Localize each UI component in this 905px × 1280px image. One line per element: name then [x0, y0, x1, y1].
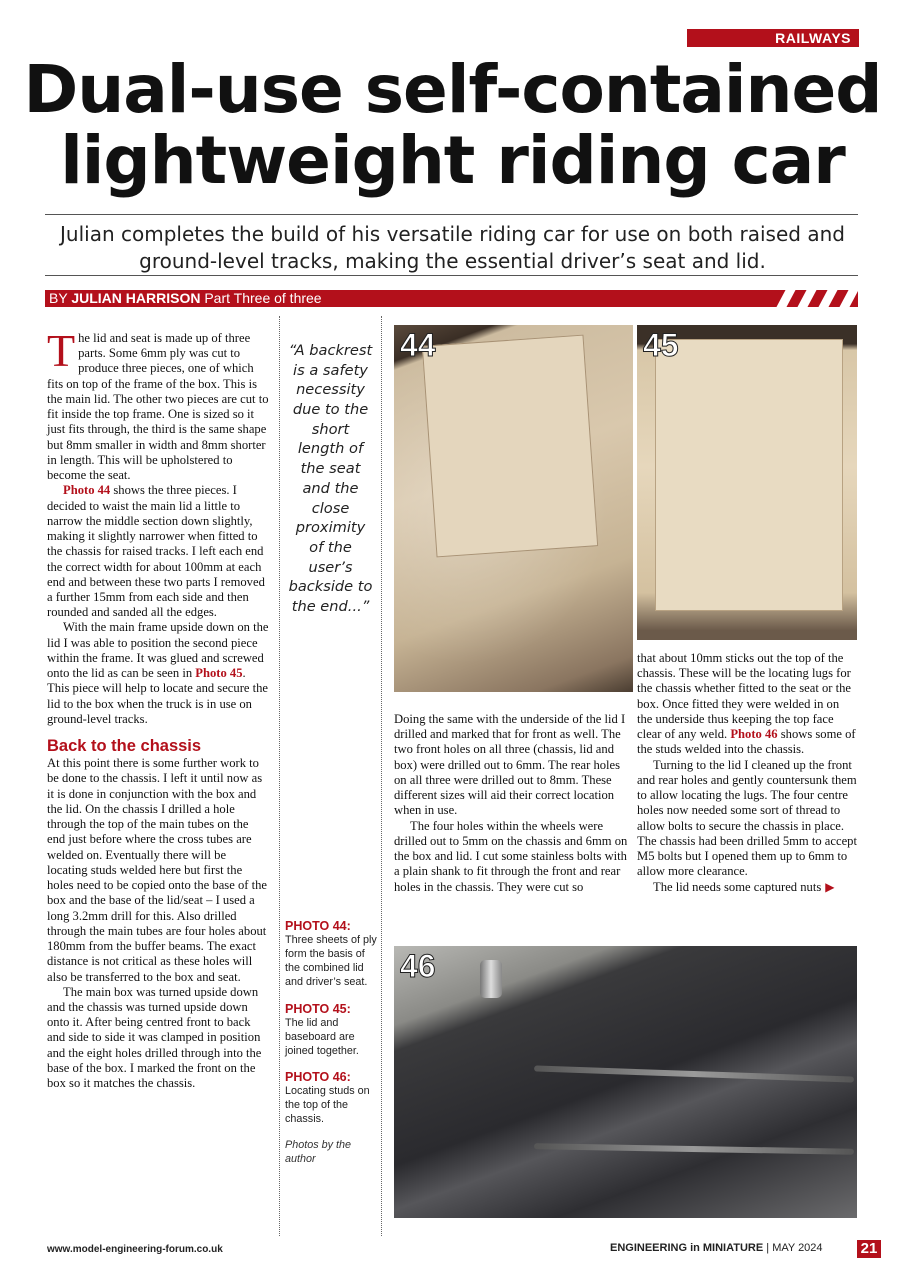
paragraph: The lid needs some captured nuts ▶	[653, 879, 835, 894]
caption-text: Locating studs on the top of the chassis.	[285, 1085, 370, 1126]
article-column-3	[394, 712, 634, 895]
weld-seam	[534, 1143, 854, 1155]
standfirst: Julian completes the build of his versatile riding car for use on both raised and ground-level tracks, making the essential driver’s seat and lid.	[60, 222, 845, 273]
ply-sheet	[422, 335, 598, 558]
top-rule	[45, 214, 858, 215]
magazine-name: ENGINEERING in MINIATURE	[610, 1242, 764, 1254]
slash-decoration	[770, 290, 854, 307]
paragraph: Photo 44 shows the three pieces. I decided to waist the main lid a little to narrow the middle section down slightly, making it slightly narrower when fitted to the chassis for raised tracks. I left each end the correct width for about 100mm at each end and between these two parts I removed a further 15mm from each side and then rounded and sanded all the edges.	[47, 483, 265, 620]
caption-head: PHOTO 46:	[285, 1069, 351, 1084]
photo-46	[394, 946, 857, 1218]
continue-arrow-icon: ▶	[825, 879, 835, 894]
paragraph: At this point there is some further work to be done to the chassis. I left it until now as it is done in conjunction with the box and the lid. On the chassis I drilled a hole through the top of the main tubes on the end just before where the cross tubes are welded on. Eventually there will be locating studs welded here but first the holes need to be copied onto the base of the box and the base of the lid/seat – I used a long 3.2mm drill for this. Also drilled through the main tubes are four holes about 180mm from the buffer beams. The exact distance is not critical as these holes will also be transferred to the box and seat.	[47, 756, 267, 984]
locating-stud	[480, 960, 502, 998]
photo-number: 46	[400, 948, 436, 984]
section-tag: RAILWAYS	[687, 29, 859, 47]
paragraph: The lid and seat is made up of three parts. Some 6mm ply was cut to produce three pieces, one of which fits on top of the frame of the box. This is the main lid. The other two pieces are cut to fit inside the top frame. One is sized so it just fits through, the third is the same shape but 8mm smaller in width and 8mm shorter in length. This will be upholstered to become the seat.	[47, 325, 269, 483]
photo-number: 45	[643, 327, 679, 363]
paragraph: The main box was turned upside down and the chassis was turned upside down onto it. After being centred front to back and side to side it was clamped in position and the eight holes drilled through into the base of the box. I marked the front on the box so it matches the chassis.	[47, 984, 262, 1091]
paragraph: that about 10mm sticks out the top of the chassis. These will be the locating lugs for the chassis whether fitted to the seat or the box. Once fitted they were welded in on the underside thus keeping the top face clear of any weld. Photo 46 shows some of the studs welded into the chassis.	[637, 651, 856, 757]
column-divider	[381, 316, 382, 1236]
column-divider	[279, 316, 280, 1236]
footer-magazine	[610, 1242, 823, 1254]
photo-45-ref: Photo 45	[195, 666, 243, 681]
photo-45	[637, 325, 857, 640]
photo-credit: Photos by the author	[285, 1139, 352, 1166]
caption-text: Three sheets of ply form the basis of the combined lid and driver’s seat.	[285, 934, 377, 989]
paragraph: Turning to the lid I cleaned up the front and rear holes and gently countersunk them to allow locating the lugs. The four centre holes now needed some sort of thread to allow bolts to secure the chassis in place. The chassis had been drilled 5mm to accept M5 bolts but I opened them up to 6mm to allow more clearance.	[637, 757, 857, 879]
pull-quote: “A backrest is a safety necessity due to the short length of the seat and the close proximity of the user’s backside to the end...”	[288, 342, 373, 615]
page-number: 21	[857, 1240, 881, 1258]
article-column-1	[47, 325, 269, 1091]
paragraph: With the main frame upside down on the lid I was able to position the second piece within the frame. It was glued and screwed onto the lid as can be seen in Photo 45. This piece will help to locate and secure the lid to the box when the truck is in use on ground-level tracks.	[47, 620, 269, 726]
headline: Dual-use self-contained lightweight riding car	[23, 51, 882, 200]
byline-bar	[45, 290, 858, 307]
weld-seam	[534, 1065, 854, 1082]
subheading: Back to the chassis	[47, 737, 202, 756]
photo-44	[394, 325, 633, 692]
photo-46-ref: Photo 46	[730, 727, 778, 742]
ply-board	[655, 339, 843, 611]
byline-part: Part Three of three	[204, 290, 322, 306]
caption-head: PHOTO 45:	[285, 1001, 351, 1016]
bottom-rule	[45, 275, 858, 276]
caption-head: PHOTO 44:	[285, 919, 351, 933]
caption-text: The lid and baseboard are joined together.	[285, 1016, 359, 1057]
photo-44-ref: Photo 44	[63, 483, 111, 498]
photo-number: 44	[400, 327, 436, 363]
byline-author: JULIAN HARRISON	[71, 290, 201, 306]
drop-cap: T	[47, 325, 76, 376]
paragraph: Doing the same with the underside of the lid I drilled and marked that for front as well. The two front holes on all three (chassis, lid and box) were drilled out to 6mm. The rear holes on all three were drilled out to 8mm. These different sizes will aid their correct location when in use.	[394, 712, 626, 818]
article-column-4	[637, 651, 857, 895]
photo-captions	[285, 919, 377, 1167]
footer-url[interactable]: www.model-engineering-forum.co.uk	[47, 1244, 223, 1255]
issue-date: MAY 2024	[772, 1242, 823, 1254]
paragraph: The four holes within the wheels were drilled out to 5mm on the chassis and 6mm on the box and lid. I cut some stainless bolts with a plain shank to fit through the front and rear holes in the chassis. They were cut so	[394, 818, 628, 894]
footer-separator: |	[763, 1242, 773, 1254]
byline-prefix: BY	[49, 290, 68, 306]
